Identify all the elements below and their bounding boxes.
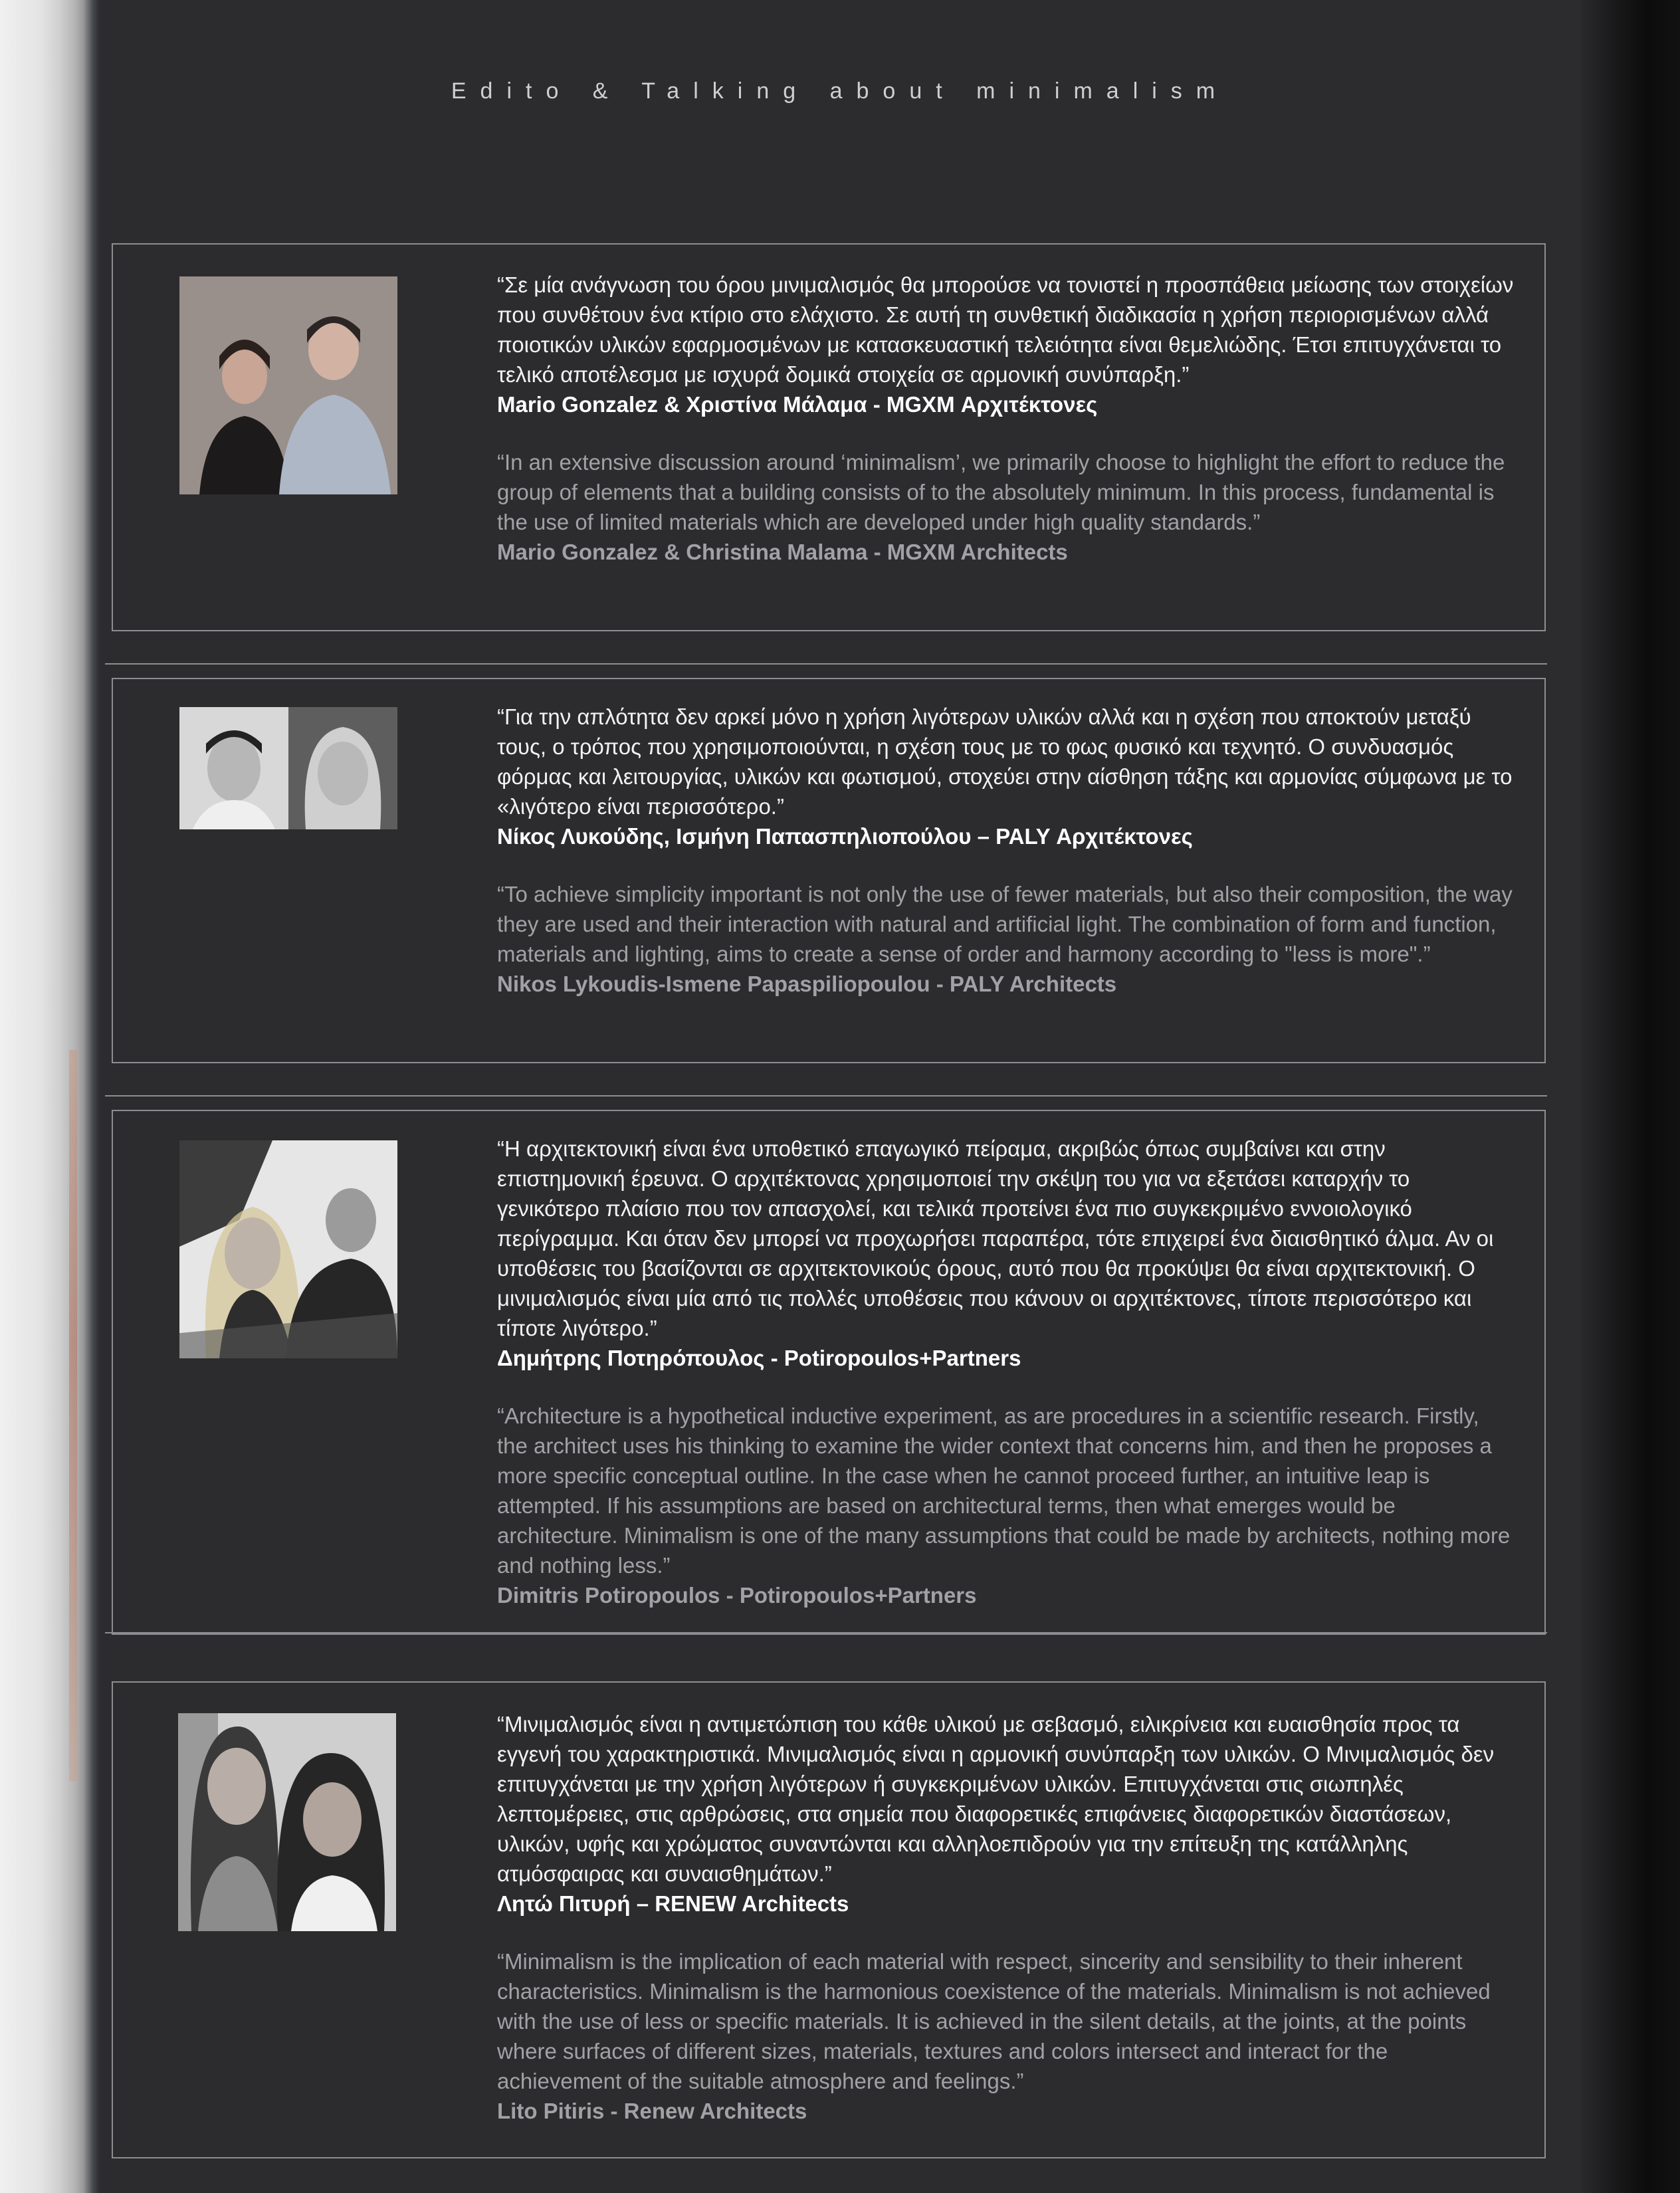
quote-card-renew [112,1681,1546,2158]
author-english: Nikos Lykoudis-Ismene Papaspiliopoulou - PALY Architects [497,972,1117,996]
magazine-page [100,0,1580,2193]
author-greek: Νίκος Λυκούδης, Ισμήνη Παπασπηλιοπούλου – PALY Αρχιτέκτονες [497,824,1193,849]
quote-greek: “Για την απλότητα δεν αρκεί μόνο η χρήση λιγότερων υλικών αλλά και η σχέση που αποκτούν μεταξύ τους, ο τρόπος που χρησιμοποιούνται, η σχέση τους με το φως φυσικό και τεχνητό. Ο συνδυασμός φόρμας και λειτουργίας, υλικών και φωτισμού, στοχεύει στην αίσθηση τάξης και αρμονίας σύμφωνα με το «λιγότερο είναι περισσότερο.” [497,704,1513,819]
section-divider [105,1095,1547,1096]
author-greek: Δημήτρης Ποτηρόπουλος - Potiropoulos+Partners [497,1346,1021,1370]
binding-color-stripe [69,1050,77,1781]
page-header: Edito & Talking about minimalism [451,78,1229,104]
author-greek: Λητώ Πιτυρή – RENEW Architects [497,1891,849,1916]
quote-english: “To achieve simplicity important is not only the use of fewer materials, but also their composition, the way they are used and their interaction with natural and artificial light. The combination of form and function, materials and lighting, aims to create a sense of order and harmony according to "less is more".” [497,882,1513,966]
quote-card-potiropoulos [112,1110,1546,1635]
portrait-photo-renew [178,1713,396,1931]
quote-greek: “Μινιμαλισμός είναι η αντιμετώπιση του κάθε υλικού με σεβασμό, ειλικρίνεια και ευαισθησία προς τα εγγενή του χαρακτηριστικά. Μινιμαλισμός είναι η αρμονική συνύπαρξη των υλικών. Ο Μινιμαλισμός δεν επιτυγχάνεται με την χρήση λιγότερων ή συγκεκριμένων υλικών. Επιτυγχάνεται στις σιωπηλές λεπτομέρειες, στις αρθρώσεις, στα σημεία που διαφορετικές επιφάνειες διαφορετικών διαστάσεων, υλικών, υφής και χρώματος συναντώνται και αλληλοεπιδρούν για την επίτευξη της κατάλληλης ατμόσφαιρας και συναισθημάτων.” [497,1712,1495,1886]
quote-english: “In an extensive discussion around ‘minimalism’, we primarily choose to highlight the effort to reduce the group of elements that a building consists of to the absolutely minimum. In this process, fundamental is the use of limited materials which are developed under high quality standards.” [497,450,1505,534]
portrait-photo-potiropoulos [179,1140,397,1358]
page-shadow-edge [1580,0,1680,2193]
quote-card-mgxm [112,243,1546,631]
quote-greek: “Σε μία ανάγνωση του όρου μινιμαλισμός θα μπορούσε να τονιστεί η προσπάθεια μείωσης των στοιχείων που συνθέτουν ένα κτίριο στο ελάχιστο. Σε αυτή τη συνθετική διαδικασία η χρήση περιορισμένων αλλά ποιοτικών υλικών εφαρμοσμένων με κατασκευαστική τελειότητα είναι θεμελιώδης. Έτσι επιτυγχάνεται το τελικό αποτέλεσμα με ισχυρά δομικά στοιχεία σε αρμονική συνύπαρξη.” [497,272,1514,387]
author-greek: Mario Gonzalez & Χριστίνα Μάλαμα - MGXM Αρχιτέκτονες [497,392,1098,417]
author-english: Lito Pitiris - Renew Architects [497,2099,807,2123]
section-divider [105,1632,1547,1633]
quote-greek: “Η αρχιτεκτονική είναι ένα υποθετικό επαγωγικό πείραμα, ακριβώς όπως συμβαίνει και στην επιστημονική έρευνα. Ο αρχιτέκτονας χρησιμοποιεί την σκέψη του για να εξετάσει καταρχήν το γενικότερο πλαίσιο που τον απασχολεί, και τελικά προτείνει ένα πιο συγκεκριμένο εννοιολογικό περίγραμμα. Και όταν δεν μπορεί να προχωρήσει παραπέρα, τότε επιχειρεί ένα διαισθητικό άλμα. Αν οι υποθέσεις του βασίζονται σε αρχιτεκτονικούς όρους, αυτό που θα προκύψει θα είναι αρχιτεκτονική. Ο μινιμαλισμός είναι μία από τις πολλές υποθέσεις που κάνουν οι αρχιτέκτονες, τίποτε περισσότερο και τίποτε λιγότερο.” [497,1136,1494,1340]
quote-card-paly [112,678,1546,1063]
quote-english: “Architecture is a hypothetical inductive experiment, as are procedures in a scientific research. Firstly, the architect uses his thinking to examine the wider context that concerns him, and then he proposes a more specific conceptual outline. In the case when he cannot proceed further, an intuitive leap is attempted. If his assumptions are based on architectural terms, then what emerges would be architecture. Minimalism is one of the many assumptions that could be made by architects, nothing more and nothing less.” [497,1404,1511,1578]
portrait-photo-paly [179,707,397,829]
author-english: Dimitris Potiropoulos - Potiropoulos+Partners [497,1583,977,1608]
portrait-photo-mgxm [179,276,397,494]
page-binding-edge [0,0,100,2193]
section-divider [105,663,1547,665]
quote-english: “Minimalism is the implication of each material with respect, sincerity and sensibility to their inherent characteristics. Minimalism is the harmonious coexistence of the materials. Minimalism is not achieved with the use of less or specific materials. It is achieved in the silent details, at the joints, at the points where surfaces of different sizes, materials, textures and colors intersect and interact for the achievement of the suitable atmosphere and feelings.” [497,1949,1491,2093]
author-english: Mario Gonzalez & Christina Malama - MGXM Architects [497,540,1068,564]
